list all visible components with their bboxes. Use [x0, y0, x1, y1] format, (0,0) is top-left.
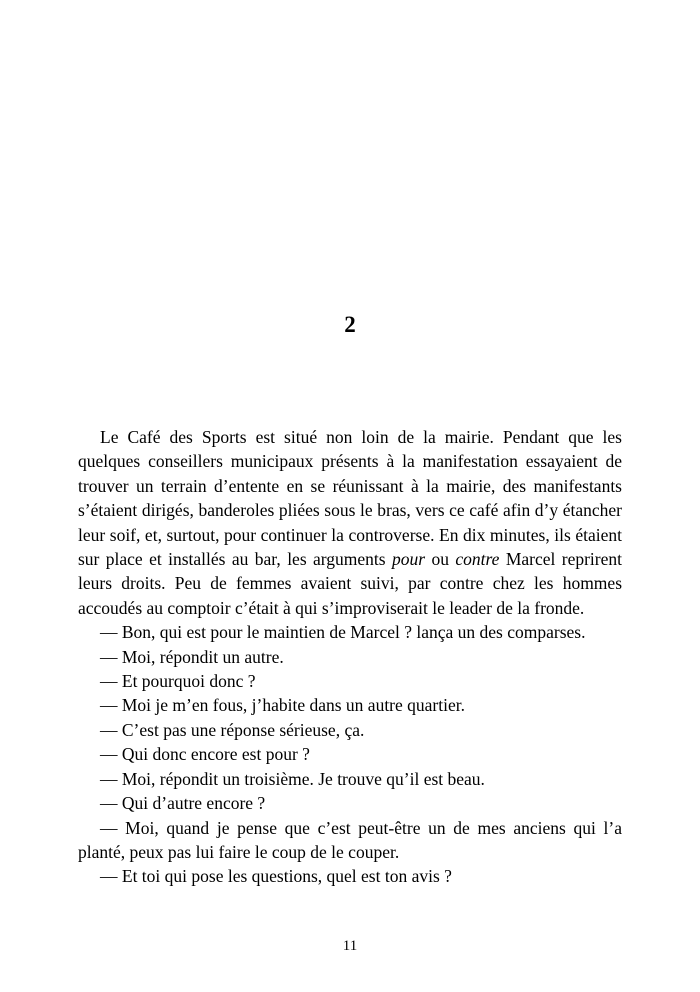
dialogue-line: — Moi, quand je pense que c’est peut-être un de mes anciens qui l’a planté, peux pas lui faire le coup de le couper.: [78, 817, 622, 862]
dialogue-line: — Qui donc encore est pour ?: [100, 744, 310, 765]
dialogue-line: — Moi, répondit un autre.: [100, 646, 284, 667]
dialogue-line: — Et pourquoi donc ?: [100, 671, 256, 692]
opening-paragraph-part-3: Marcel reprirent leurs droits. Peu de femmes avaient suivi, par contre chez les hommes accoudés au comptoir c’était à qui s’improviserait le leader de la fronde.: [78, 549, 623, 618]
dialogue-line: — Et toi qui pose les questions, quel est ton avis ?: [100, 866, 452, 887]
dialogue-line: — Bon, qui est pour le maintien de Marcel ? lança un des comparses.: [100, 622, 586, 643]
dialogue-line: — Qui d’autre encore ?: [100, 793, 266, 814]
opening-paragraph-part-1: Le Café des Sports est situé non loin de la mairie. Pendant que les quelques conseillers municipaux présents à la manifestation essayaient de trouver un terrain d’entente en se réunissant à la mairie, des manifestants s’étaient dirigés, banderoles pliées sous le bras, vers ce café afin d’y étancher leur soif, et, surtout, pour continuer la controverse. En dix minutes, ils étaient sur place et installés au bar, les arguments: [78, 427, 622, 570]
body-text: [78, 425, 622, 889]
dialogue-line: — Moi je m’en fous, j’habite dans un autre quartier.: [100, 695, 465, 716]
emphasis-pour: pour: [392, 549, 426, 570]
dialogue-line: — C’est pas une réponse sérieuse, ça.: [100, 719, 365, 740]
chapter-number: 2: [344, 312, 356, 337]
page-number: 11: [342, 938, 358, 954]
dialogue-line: — Moi, répondit un troisième. Je trouve qu’il est beau.: [100, 768, 485, 789]
opening-paragraph: [78, 425, 622, 620]
opening-paragraph-part-2: ou: [425, 549, 456, 570]
emphasis-contre: contre: [455, 549, 500, 570]
